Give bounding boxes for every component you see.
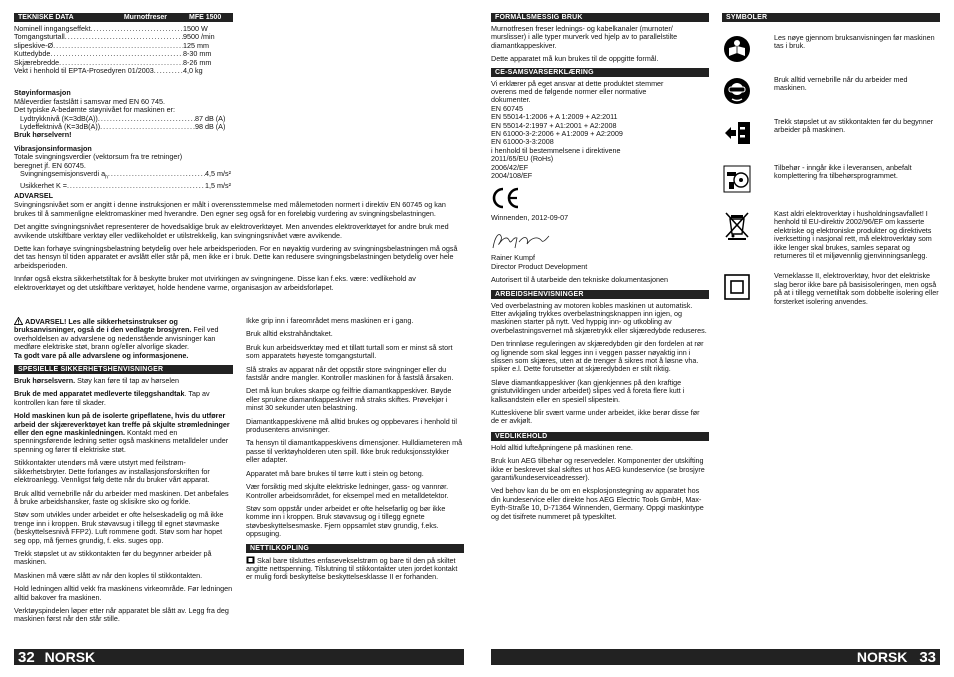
tech-row: Skjærebredde ..... 8-26 mm bbox=[14, 59, 233, 67]
safety-paragraph: Slå straks av apparat når det oppstår store svingninger eller du fastslår andre mangler. Kontroller maskinen for å fastslå årsaken. bbox=[246, 364, 454, 383]
safety-paragraph: Det må kun brukes skarpe og feilfrie diamantkappeskiver. Bøyde eller sprukne diamantkappeskiver må straks skiftes. Prøvekjør i minst 30 sekunder uten belastning. bbox=[246, 386, 452, 413]
left-column-1 bbox=[14, 13, 233, 190]
work-paragraph: Ved overbelastning av motoren kobles maskinen ut automatisk. Etter avkjøling trykkes overbelastningsknappen inn igjen, og maskinen starter på nytt. Ved hyppig inn- og utkobling av overbelastningsvernet må skjæretrykk eller skjæredybde reduseres. bbox=[491, 300, 707, 335]
model-name: MFE 1500 bbox=[189, 14, 222, 21]
mains-connection-text: Skal bare tilsluttes enfasevekselstrøm og bare til den på skiltet angitte nettspenning. Tilslutning til stikkontakter uten jordet kontakt er mulig fordi beskyttelse beskyttelsesklasse II er forhanden. bbox=[246, 555, 458, 582]
warning-triangle-icon bbox=[14, 317, 23, 325]
work-instructions-header: ARBEIDSHENVISNINGER bbox=[491, 290, 709, 299]
vibration-title: Vibrasjonsinformasjon bbox=[14, 143, 92, 153]
maintenance-header: VEDLIKEHOLD bbox=[491, 432, 709, 441]
signatory-role: Director Product Development bbox=[491, 261, 588, 271]
safety-paragraph: Ikke grip inn i fareområdet mens maskinen er i gang. bbox=[246, 316, 414, 325]
tech-row: Kuttedybde ..... 8-30 mm bbox=[14, 50, 233, 58]
page-number: 33 bbox=[919, 649, 936, 666]
symbol-text: Trekk støpslet ut av stikkontakten før du begynner arbeider på maskinen. bbox=[774, 117, 934, 135]
special-safety-header: SPESIELLE SIKKERHETSHENVISNINGER bbox=[14, 365, 233, 374]
advarsel-paragraph: Dette kan forhøye svingningsbelastning betydelig over hele arbeidsperioden. For en nøyaktig vurdering av svingningsbelastningen må også det tas hensyn til tiden apparatet er avslått eller står på, men ikke er i bruk. Dette kan redusere svingningsbelastningen betydelig over hele arbeidsperioden. bbox=[14, 244, 458, 270]
ce-mark-icon bbox=[491, 187, 521, 209]
noise-row: Lydtrykknivå (K=3dB(A)) ..... 87 dB (A) bbox=[14, 115, 233, 123]
noise-line: Det typiske A-bedømte støynivået for maskinen er: bbox=[14, 105, 175, 115]
noise-row: Lydeffektnivå (K=3dB(A)) ..... 98 dB (A) bbox=[14, 123, 233, 131]
class-ii-icon bbox=[722, 272, 752, 302]
tech-row: Vekt i henhold til EPTA-Prosedyren 01/2003 ..... 4,0 kg bbox=[14, 67, 233, 75]
goggles-icon bbox=[722, 76, 752, 106]
intended-use-text: Murnotfresen freser lednings- og kabelkanaler (murnoter/ murslisser) i alle typer murverk ved hjelp av to parallelstilte diamantkappeskiver. bbox=[491, 24, 678, 50]
intended-use-header: FORMÅLSMESSIG BRUK bbox=[491, 13, 709, 22]
symbol-item bbox=[722, 164, 940, 194]
authorization-note: Autorisert til å utarbeide den tekniske dokumentasjonen bbox=[491, 275, 668, 285]
noise-line: Måleverdier fastslått i samsvar med EN 60 745. bbox=[14, 96, 165, 106]
ce-declaration-lines: Vi erklærer på eget ansvar at dette produktet stemmer overens med de følgende normer eller normative dokumenter. EN 60745 EN 55014-1:2006 + A 1:2009 + A2:2011 EN 55014-2:1997 + A1:2001 + A2:2008 EN 61000-3-2:2006 + A1:2009 + A2:2009 EN 61000-3-3:2008 i henhold til bestemmelsene i direktivene 2011/65/EU (RoHs) 2006/42/EF 2004/108/EF bbox=[491, 78, 664, 181]
noise-title: Støyinformasjon bbox=[14, 88, 71, 98]
safety-paragraph: Bruk kun arbeidsverktøy med et tillatt turtall som er minst så stort som apparatets høyeste tomgangsturtall. bbox=[246, 342, 453, 361]
right-page-footer bbox=[491, 649, 940, 665]
page-number: 32 bbox=[18, 649, 35, 666]
safety-paragraph: Bruk alltid ekstrahåndtaket. bbox=[246, 329, 333, 339]
symbols-header: SYMBOLER bbox=[722, 13, 940, 22]
vibration-row: Svingningsemisjonsverdi $a_h$ ..... 4,5 m/s² bbox=[14, 170, 233, 182]
work-paragraph: Sløve diamantkappeskiver (kan gjenkjennes på den kraftige gnistutviklingen under arbeidet) slipes ved å foreta flere kutt i kalksandstein eller en spesiell slipestein. bbox=[491, 377, 685, 404]
safety-paragraph: Støv som oppstår under arbeidet er ofte helsefarlig og bør ikke komme inn i kroppen. Bruk støvavsug og i tillegg egnete støvbeskyttelsesmaske. Fjern oppsamlet støv grundig, f.eks. oppsuging. bbox=[246, 503, 446, 539]
footer-language: NORSK bbox=[856, 649, 908, 665]
maintenance-paragraph: Bruk kun AEG tilbehør og reservedeler. Komponenter der utskifting ikke er beskrevet skal skiftes ut hos AEG kundeservice (se brosjyre garanti/kundeserviceadresser). bbox=[491, 456, 705, 483]
symbol-text: Kast aldri elektroverktøy i husholdningsavfallet! I henhold til EU-direktiv 2002/96/EF om kasserte elektriske og elektroniske produkter og direktivets iverksetting i nasjonal rett, må elektroverktøy som ikke lenger skal brukes, samles separat og returneres til et miljøvennlig gjenvinningsanlegg. bbox=[774, 209, 932, 261]
advarsel-section bbox=[14, 192, 464, 292]
safety-paragraph: Trekk støpslet ut av stikkontakten før du begynner arbeider på maskinen. bbox=[14, 548, 212, 567]
tech-rows bbox=[14, 25, 233, 75]
class-ii-small-icon bbox=[246, 556, 255, 564]
safety-paragraph: Diamantkappeskivene må alltid brukes og oppbevares i henhold til produsentens anvisninger. bbox=[246, 416, 457, 435]
safety-paragraph: Verktøyspindelen løper etter når apparatet ble slått av. Legg fra deg maskinen først når den står stille. bbox=[14, 605, 229, 624]
symbol-item bbox=[722, 272, 940, 306]
symbol-item bbox=[722, 210, 940, 260]
symbol-item bbox=[722, 118, 940, 148]
tech-row: Nominell inngangseffekt ..... 1500 W bbox=[14, 25, 233, 33]
product-name: Murnotfreser bbox=[123, 14, 167, 21]
symbol-item bbox=[722, 34, 940, 64]
ce-declaration-header: CE-SAMSVARSERKLÆRING bbox=[491, 68, 709, 77]
advarsel-title: ADVARSEL bbox=[14, 191, 54, 200]
safety-paragraph: Stikkontakter utendørs må være utstyrt med feilstrøm-sikkerhetsbryter. Dette forlanges av installasjonsforskriften for elektroanlegg. Vennligst følg dette når du bruker vårt apparat. bbox=[14, 458, 210, 485]
left-page-footer bbox=[14, 649, 464, 665]
right-column-1 bbox=[491, 13, 709, 521]
vibration-row: Usikkerhet K = ..... 1,5 m/s² bbox=[14, 182, 233, 190]
mains-connection-header: NETTILKOPLING bbox=[246, 544, 464, 553]
vibration-line: beregnet jf. EN 60745. bbox=[14, 160, 86, 170]
unplug-icon bbox=[722, 118, 752, 148]
symbol-text: Les nøye gjennom bruksanvisningen før maskinen tas i bruk. bbox=[774, 33, 935, 51]
tech-data-header bbox=[14, 13, 233, 22]
symbol-text: Verneklasse II, elektroverktøy, hvor det elektriske slag beror ikke bare på basisisoleringen, men også på at i tillegg vernetiltak som dobbelte isolering eller forsterket isolering anvendes. bbox=[774, 271, 939, 306]
advarsel-paragraph: Svingningsnivået som er angitt i denne instruksjonen er målt i overensstemmelse med målemetoden normert i direktiv EN 60745 og kan brukes til å sammenligne elektromaskiner med hverandre. Den egner seg også for en foreløbig vurdering av svingningsbelastningen. bbox=[14, 200, 446, 218]
safety-paragraph: Vær forsiktig med skjulte elektriske ledninger, gass- og vannrør. Kontroller arbeidsområdet, for eksempel med en metalldetektor. bbox=[246, 482, 449, 500]
footer-language: NORSK bbox=[44, 649, 96, 665]
safety-paragraph: Bruk de med apparatet medleverte tileggshandtak. Tap av kontrollen kan føre til skader. bbox=[14, 389, 210, 407]
declaration-place-date: Winnenden, 2012-09-07 bbox=[491, 212, 569, 222]
work-paragraph: Den trinnløse reguleringen av skjæredybden gir den fordelen at rør og lignende som skal legges inn i veggen passer nøyaktig inn i slissen som skjæres, uten at de trenger å sikres mot å løsne vha. spiker e.l. Dette forutsetter at skjæredybden er stilt riktig. bbox=[491, 339, 704, 374]
weee-bin-icon bbox=[722, 210, 752, 240]
intended-use-text: Dette apparatet må kun brukes til de oppgitte formål. bbox=[491, 54, 659, 64]
safety-paragraph: Støv som utvikles under arbeidet er ofte helseskadelig og må ikke trenge inn i kroppen. Bruk støvavsug i tillegg til egnet støvmaske (beskyttelsesnivå FFP2). Luft rommene godt. Støv som har hopet seg opp, må fjernes grundig, f. eks. suges opp. bbox=[14, 510, 224, 545]
safety-paragraph: Bruk alltid vernebrille når du arbeider med maskinen. Det anbefales å bruke arbeidshansker, faste og sklisikre sko og forkle. bbox=[14, 488, 229, 506]
accessory-icon bbox=[722, 164, 752, 194]
symbol-text: Tilbehør - inngår ikke i leveransen, anbefalt komplettering fra tilbehørsprogrammet. bbox=[774, 163, 912, 181]
maintenance-paragraph: Ved behov kan du be om en eksplosjonstegning av apparatet hos din kundeservice eller direkte hos AEG Electric Tools GmbH, Max-Eyth-Straße 10, D-71364 Winnenden, Germany. Oppgi maskintype og det tisifrete nummeret på typeskiltet. bbox=[491, 486, 704, 521]
safety-paragraph: Apparatet må bare brukes til tørre kutt i stein og betong. bbox=[246, 468, 424, 478]
safety-paragraph: Maskinen må være slått av når den koples til stikkontakten. bbox=[14, 570, 203, 580]
safety-paragraph: Bruk hørselsvern. Støy kan føre til tap av hørselen bbox=[14, 376, 179, 386]
vibration-line: Totale svingningsverdier (vektorsum fra tre retninger) bbox=[14, 152, 183, 162]
keep-warnings-note: Ta godt vare på alle advarslene og informasjonene. bbox=[14, 350, 189, 360]
left-column-3 bbox=[246, 317, 464, 582]
left-column-2 bbox=[14, 317, 233, 624]
work-paragraph: Kutteskivene blir svært varme under arbeidet, ikke berør disse før de er avkjølt. bbox=[491, 408, 700, 426]
symbol-text: Bruk alltid vernebrille når du arbeider med maskinen. bbox=[774, 75, 908, 93]
safety-paragraph: Hold maskinen kun på de isolerte gripeflatene, hvis du utfører arbeid der skjæreverktøyet kan treffe på skjulte strømledninger eller den egne maskinledningen. Kontakt med en spenningsførende ledning setter også maskinens metalldeler under spenning og fører til elektriske støt. bbox=[14, 411, 230, 454]
advarsel-paragraph: Det angitte svingningsnivået representerer de hovedsaklige bruk av elektroverktøyet. Men anvendes elektroverktøyet for andre bruk med avvikende utskiftbare verktøy eller vedlikeholdet er utilstrekkelig, kan svingningsnivået være avvikende. bbox=[14, 222, 449, 240]
general-warning: ADVARSEL! Les alle sikkerhetsinstrukser og bruksanvisninger, også de i den vedlagte brosjyren. Feil ved overholdelsen av advarslene og nedenstående anvisninger kan medføre elektriske støt, brann og/eller alvorlige skader. bbox=[14, 317, 219, 352]
maintenance-paragraph: Hold alltid lufteåpningene på maskinen rene. bbox=[491, 442, 633, 452]
signatory-name: Rainer Kumpf bbox=[491, 253, 535, 263]
hearing-protection-note: Bruk hørselvern! bbox=[14, 130, 72, 140]
read-manual-icon bbox=[722, 34, 752, 64]
tech-data-title: TEKNISKE DATA bbox=[18, 14, 74, 21]
tech-row: slipeskive-Ø ..... 125 mm bbox=[14, 42, 233, 50]
safety-paragraph: Ta hensyn til diamantkappeskivens dimensjoner. Hulldiameteren må passe til verktøyholderen uten spill. Ikke bruk reduksjonsstykker eller adapter. bbox=[246, 438, 463, 465]
safety-paragraph: Hold ledningen alltid vekk fra maskinens virkeområde. Før ledningen alltid bakover fra maskinen. bbox=[14, 584, 233, 602]
right-column-2 bbox=[722, 13, 940, 306]
symbol-item bbox=[722, 76, 940, 106]
signature-image bbox=[491, 230, 551, 252]
advarsel-paragraph: Innfør også ekstra sikkerhetstiltak for å beskytte bruker mot utvirkingen av svingningene. Disse kan f.eks. være: vedlikehold av elektroverktøyet og det utskiftbare verktøyet, holde hendene varme, organisasjon av arbeidsforløpet. bbox=[14, 274, 416, 292]
tech-row: Tomgangsturtall ..... 9500 /min bbox=[14, 33, 233, 41]
